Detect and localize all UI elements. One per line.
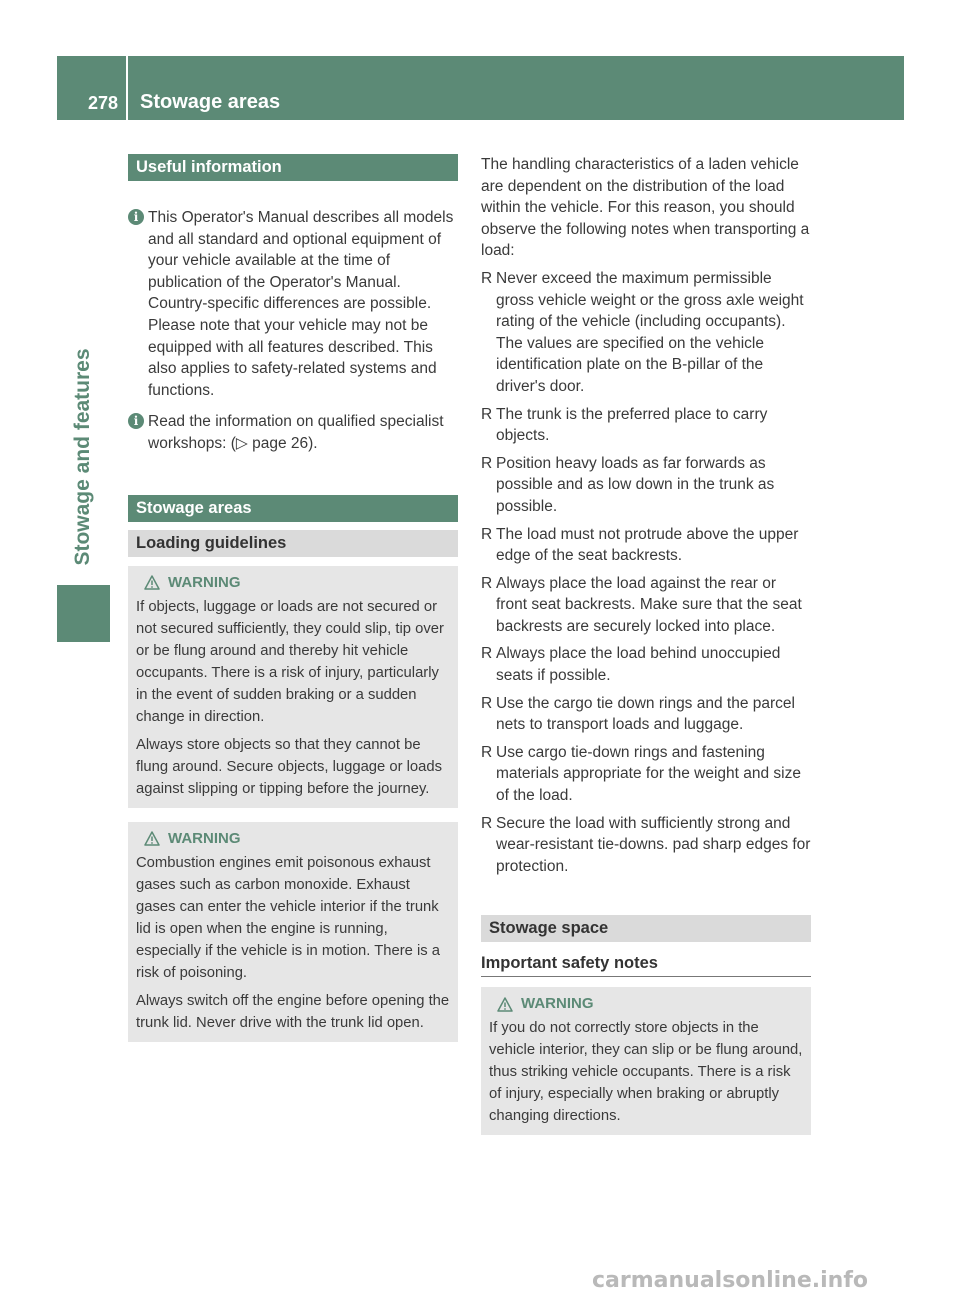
- list-item: [481, 693, 811, 736]
- warning-header: [136, 828, 450, 850]
- warning-box: [128, 822, 458, 1042]
- bullet-mark: R: [481, 814, 493, 832]
- right-column: [481, 154, 811, 1135]
- list-item-text: Always place the load behind unoccupied seats if possible.: [496, 645, 781, 685]
- list-item: [481, 524, 811, 567]
- warning-title: WARNING: [521, 995, 594, 1013]
- warning-text: Combustion engines emit poisonous exhaust gases such as carbon monoxide. Exhaust gases can enter the vehicle interior if the trunk lid is open when the engine is running, especially if the vehicle is in motion. There is a risk of poisoning.: [136, 854, 441, 981]
- warning-text: Always store objects so that they cannot be flung around. Secure objects, luggage or loads against slipping or tipping before the journey.: [136, 736, 443, 797]
- sidebar-tab: [57, 585, 110, 642]
- list-item-text: Never exceed the maximum permissible gross vehicle weight or the gross axle weight rating of the vehicle (including occupants). The values are specified on the vehicle identification plate on the B-pillar of the driver's door.: [496, 269, 804, 395]
- important-safety-notes-heading: Important safety notes: [481, 952, 811, 977]
- bullet-mark: R: [481, 454, 493, 472]
- bullet-mark: R: [481, 743, 493, 761]
- warning-title: WARNING: [168, 829, 241, 847]
- list-item: [481, 573, 811, 638]
- page-reference-link[interactable]: page 26).: [247, 434, 318, 452]
- loading-notes-list: [481, 268, 811, 877]
- warning-header: [136, 572, 450, 594]
- list-item-text: Use the cargo tie down rings and the parcel nets to transport loads and luggage.: [496, 694, 795, 734]
- warning-triangle-icon: [144, 575, 160, 590]
- info-note: [128, 411, 458, 454]
- bullet-mark: R: [481, 574, 493, 592]
- list-item: [481, 643, 811, 686]
- list-item: [481, 268, 811, 398]
- bullet-mark: R: [481, 405, 493, 423]
- list-item-text: The trunk is the preferred place to carry objects.: [496, 405, 768, 445]
- list-item-text: The load must not protrude above the upper edge of the seat backrests.: [496, 525, 799, 565]
- warning-text: Always switch off the engine before opening the trunk lid. Never drive with the trunk lid open.: [136, 992, 450, 1031]
- intro-paragraph: The handling characteristics of a laden vehicle are dependent on the distribution of the load within the vehicle. For this reason, you should observe the following notes when transporting a load:: [481, 156, 810, 260]
- bullet-mark: R: [481, 525, 493, 543]
- list-item: [481, 813, 811, 878]
- warning-box: [481, 987, 811, 1135]
- bullet-mark: R: [481, 694, 493, 712]
- bullet-mark: R: [481, 269, 493, 287]
- page-title: Stowage areas: [128, 56, 904, 120]
- bullet-mark: R: [481, 645, 493, 663]
- list-item-text: Use cargo tie-down rings and fastening materials appropriate for the weight and size of the load.: [496, 743, 801, 805]
- page-number: 278: [57, 56, 126, 120]
- warning-text: If you do not correctly store objects in the vehicle interior, they can slip or be flung around, thus striking vehicle occupants. There is a risk of injury, especially when braking or abruptly changing directions.: [489, 1020, 803, 1125]
- left-column: [128, 154, 458, 1042]
- watermark: carmanualsonline.info: [592, 1268, 868, 1293]
- list-item-text: Position heavy loads as far forwards as possible and as low down in the trunk as possible.: [496, 454, 775, 515]
- info-note-text: Read the information on qualified specialist workshops: (▷ page 26).: [148, 413, 444, 452]
- warning-header: [489, 993, 803, 1015]
- list-item-text: Always place the load against the rear or front seat backrests. Make sure that the seat backrests are securely locked into place.: [496, 574, 802, 635]
- loading-guidelines-heading: Loading guidelines: [128, 530, 458, 557]
- list-item: [481, 453, 811, 518]
- list-item-text: Secure the load with sufficiently strong and wear-resistant tie-downs. pad sharp edges for protection.: [496, 814, 811, 875]
- warning-box: [128, 566, 458, 808]
- stowage-space-heading: Stowage space: [481, 915, 811, 942]
- info-icon: i: [128, 413, 144, 429]
- warning-triangle-icon: [497, 997, 513, 1012]
- page-reference-arrow-icon: ▷: [235, 434, 248, 452]
- info-icon: i: [128, 209, 144, 225]
- warning-triangle-icon: [144, 831, 160, 846]
- useful-information-heading: Useful information: [128, 154, 458, 181]
- info-note-text: This Operator's Manual describes all models and all standard and optional equipment of your vehicle available at the time of publication of the Operator's Manual. Country-specific differences are possible. Please note that your vehicle may not be equipped with all features described. This also applies to safety-related systems and functions.: [148, 209, 454, 399]
- list-item: [481, 404, 811, 447]
- warning-title: WARNING: [168, 573, 241, 591]
- warning-text: If objects, luggage or loads are not secured or not secured sufficiently, they could slip, tip over or be flung around and thereby hit vehicle occupants. There is a risk of injury, particularly in the event of sudden braking or a sudden change in direction.: [136, 598, 444, 725]
- stowage-areas-heading: Stowage areas: [128, 495, 458, 522]
- info-note: [128, 207, 458, 401]
- sidebar-label: Stowage and features: [71, 348, 94, 566]
- list-item: [481, 742, 811, 807]
